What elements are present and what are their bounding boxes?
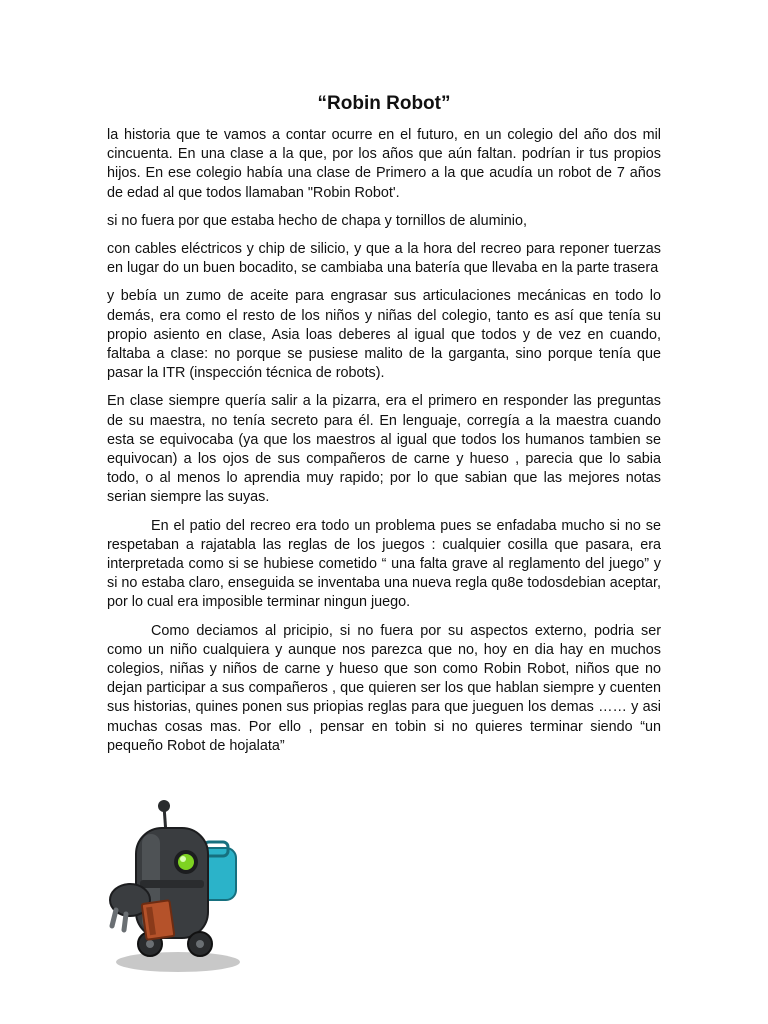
robot-book — [142, 900, 175, 940]
paragraph-6: En el patio del recreo era todo un problema pues se enfadaba mucho si no se respetaban a rajatabla las reglas de los juegos : cualquier cosilla que pasara, era interpretada como si se hubiese cometido “ una falta grave al reglamento del juego” y si no estaba claro, enseguida se inventaba una nueva regla qu8e todosdebian aceptar, por lo cual era imposible terminar ningun juego. — [107, 517, 661, 611]
paragraph-7: Como deciamos al pricipio, si no fuera por su aspectos externo, podria ser como un niño cualquiera y aunque nos parezca que no, hoy en dia hay en muchos colegios, niñas y niños de carne y hueso que son como Robin Robot, niños que no dejan participar a sus compañeros , que quieren ser los que hablan siempre y cuenten sus historias, quines ponen sus priopias reglas para que jueguen los demas …… y asi muchas cosas mas. Por ello , pensar en tobin si no quieres terminar siendo “un pequeño Robot de hojalata” — [107, 622, 661, 754]
paragraph-2: si no fuera por que estaba hecho de chapa y tornillos de aluminio, — [107, 212, 527, 229]
robot-icon — [100, 798, 260, 978]
document-title: “Robin Robot” — [317, 93, 451, 114]
paragraph-4: y bebía un zumo de aceite para engrasar sus articulaciones mecánicas en todo lo demás, era como el resto de los niños y niñas del colegio, tanto es así que tenía su propio asiento en clase, Asia loas deberes al igual que todos y de vez en cuando, faltaba a clase: no porque se pusiese malito de la garganta, sino porque tenía que pasar la ITR (inspección técnica de robots). — [107, 288, 661, 382]
paragraph-1: la historia que te vamos a contar ocurre en el futuro, en un colegio del año dos mil cincuenta. En una clase a la que, por los años que aún faltan. podrían ir tus propios hijos. En ese colegio había una clase de Primero a la que acudía un robot de 7 años de edad al que todos llamaban "Robin Robot'. — [107, 127, 661, 201]
robot-illustration — [100, 798, 260, 978]
robot-shadow — [116, 952, 240, 972]
document-page — [107, 92, 661, 765]
robot-antenna-ball — [158, 800, 170, 812]
paragraph-5: En clase siempre quería salir a la pizarra, era el primero en responder las preguntas de su maestra, no tenía secreto para él. En lenguaje, corregía a la maestra cuando esta se equivocaba (ya que los maestros al igual que todos los humanos tambien se equivocan) a los ojos de sus compañeros de carne y hueso , parecia que lo sabia todo, o al menos lo aprendia muy rapido; por lo que sabian que las mejores notas serian siempre las suyas. — [107, 393, 661, 506]
paragraph-3: con cables eléctricos y chip de silicio, y que a la hora del recreo para reponer tuerzas en lugar do un buen bocadito, se cambiaba una batería que llevaba en la parte trasera — [107, 241, 661, 277]
